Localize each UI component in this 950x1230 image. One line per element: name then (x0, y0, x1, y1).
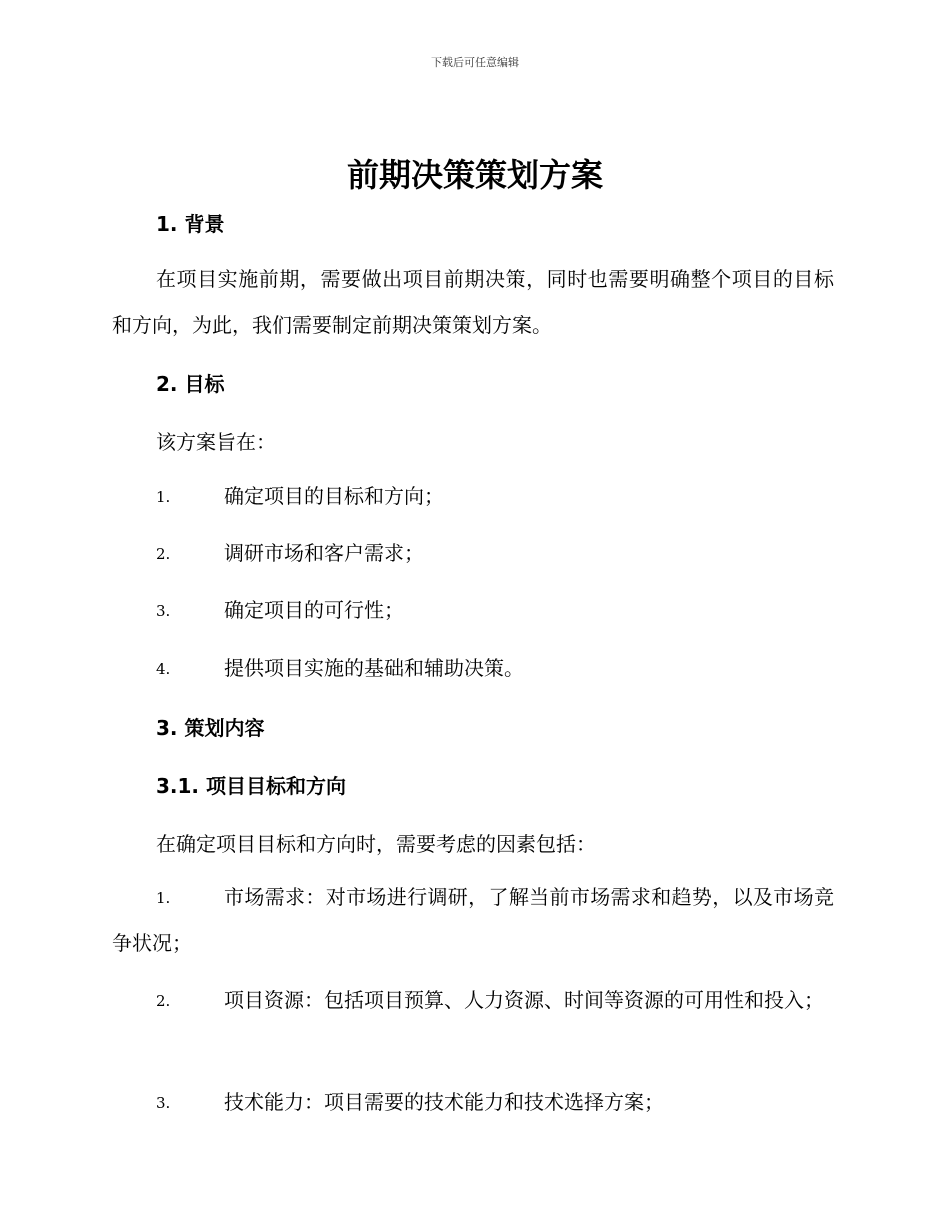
background-paragraph: 在项目实施前期，需要做出项目前期决策，同时也需要明确整个项目的目标和方向，为此，我们需要制定前期决策策划方案。 (112, 267, 834, 337)
list-item (112, 587, 834, 633)
list-item-text: 提供项目实施的基础和辅助决策。 (224, 656, 524, 680)
goals-intro: 该方案旨在： (156, 430, 276, 454)
subsection-heading-goals-direction: 3.1. 项目目标和方向 (156, 774, 346, 798)
list-item-number: 2. (156, 545, 171, 563)
header-note: 下载后可任意编辑 (431, 56, 519, 69)
list-item-text: 项目资源：包括项目预算、人力资源、时间等资源的可用性和投入； (224, 988, 824, 1012)
list-item-text: 确定项目的可行性； (224, 598, 404, 622)
section-heading-goals: 2. 目标 (156, 372, 225, 396)
list-item-number: 1. (156, 488, 171, 506)
subsection-intro: 在确定项目目标和方向时，需要考虑的因素包括： (156, 832, 596, 856)
list-item-text: 调研市场和客户需求； (224, 541, 424, 565)
list-item (112, 645, 834, 691)
list-item-number: 3. (156, 1094, 171, 1112)
list-item-text: 技术能力：项目需要的技术能力和技术选择方案； (224, 1090, 664, 1114)
list-item-number: 1. (156, 889, 171, 907)
list-item (112, 530, 834, 576)
list-item-text: 市场需求：对市场进行调研，了解当前市场需求和趋势，以及市场竞争状况； (112, 885, 834, 955)
section-heading-content: 3. 策划内容 (156, 716, 265, 740)
list-item-number: 3. (156, 602, 171, 620)
section-heading-background: 1. 背景 (156, 212, 225, 236)
list-item (112, 1079, 834, 1125)
document-title: 前期决策策划方案 (346, 156, 603, 194)
list-item-text: 确定项目的目标和方向； (224, 484, 444, 508)
list-item (112, 473, 834, 519)
list-item (112, 874, 834, 966)
list-item (112, 977, 834, 1023)
list-item-number: 2. (156, 992, 171, 1010)
list-item-number: 4. (156, 660, 171, 678)
